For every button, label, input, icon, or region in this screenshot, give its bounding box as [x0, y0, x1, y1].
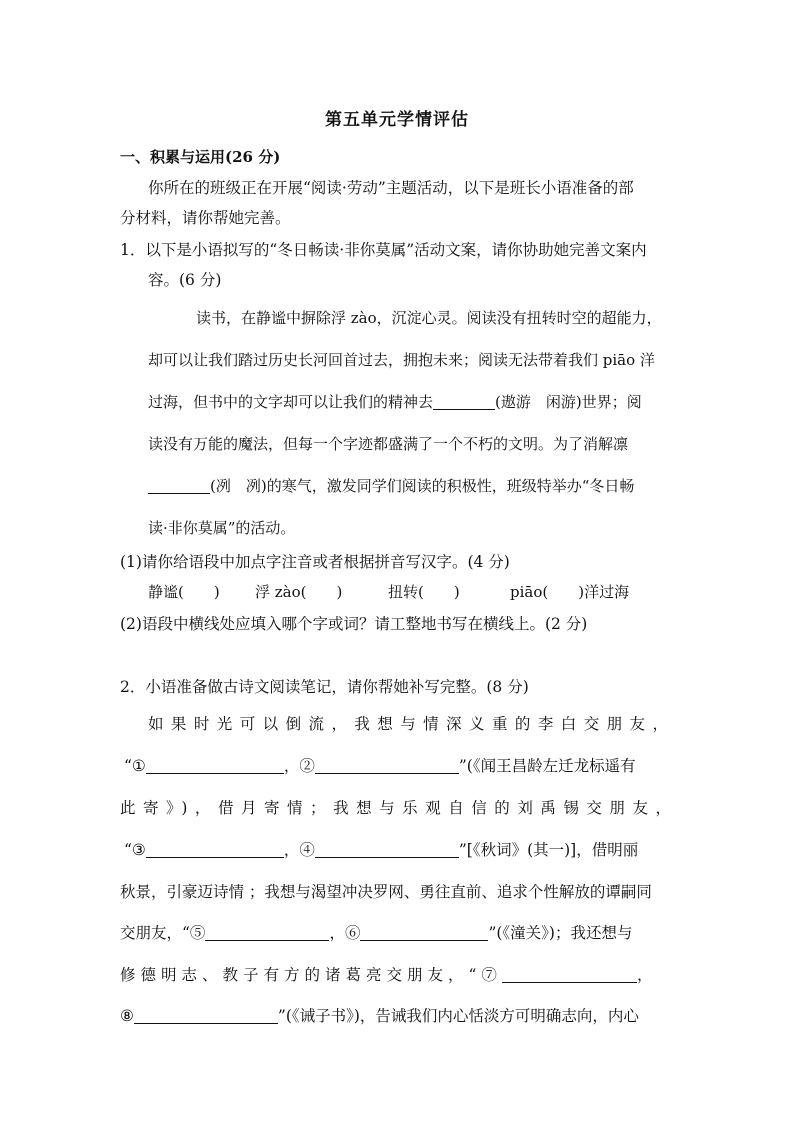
- blank-label-6: ，⑥: [329, 924, 361, 942]
- answer-blank-1[interactable]: [433, 394, 495, 410]
- sub1-item-2: 浮 zào( ): [255, 583, 343, 601]
- sub1-item-1: 静谧( ): [148, 583, 220, 601]
- source-3: ”(《潼关》)；我还想与: [488, 924, 633, 942]
- answer-blank-2[interactable]: [148, 478, 210, 494]
- q2-para-line-4: [124, 838, 638, 860]
- passage-line-3: [148, 391, 642, 412]
- source-1: ”(《闻王昌龄左迁龙标遥有: [458, 757, 636, 775]
- q2-para-line-3: 此寄》)，借月寄情；我想与乐观自信的刘禹锡交朋友，: [120, 799, 674, 817]
- passage-line-5-text: (冽 冽)的寒气，激发同学们阅读的积极性，班级特举办“冬日畅: [210, 477, 635, 495]
- source-2: ”[《秋词》(其一)]，借明丽: [458, 841, 639, 859]
- q2-para-line-5: 秋景，引豪迈诗情 ；我想与渴望冲决罗网、勇往直前、追求个性解放的谭嗣同: [120, 883, 652, 901]
- passage-line-2: 却可以让我们踏过历史长河回首过去，拥抱未来；阅读无法带着我们 piāo 洋: [148, 351, 655, 369]
- blank-label-1: “①: [124, 757, 146, 775]
- answer-blank-poem-3[interactable]: [146, 842, 284, 858]
- answer-blank-poem-6[interactable]: [360, 925, 488, 941]
- blank-label-2: ，②: [283, 757, 315, 775]
- answer-blank-poem-5[interactable]: [205, 925, 329, 941]
- q2-para-line-6: [120, 921, 632, 943]
- blank-label-4: ，④: [283, 841, 315, 859]
- q1-line-2: 容。(6 分): [148, 271, 222, 289]
- answer-blank-poem-8[interactable]: [134, 1008, 278, 1024]
- intro-line-1: 你所在的班级正在开展“阅读·劳动”主题活动，以下是班长小语准备的部: [148, 179, 634, 197]
- q2-para-line-7-text: 修德明志、教子有方的诸葛亮交朋友，“⑦: [120, 966, 502, 984]
- passage-line-3-options: (遨游 闲游)世界；阅: [495, 393, 642, 411]
- section-heading: 一、积累与运用(26 分): [120, 148, 281, 166]
- intro-line-2: 分材料，请你帮她完善。: [120, 209, 291, 227]
- q1-sub-1: (1)请你给语段中加点字注音或者根据拼音写汉字。(4 分): [120, 553, 510, 571]
- passage-line-4: 读没有万能的魔法，但每一个字迹都盛满了一个不朽的文明。为了消解凛: [148, 435, 629, 453]
- q1-line-1: 1．以下是小语拟写的“冬日畅读·非你莫属”活动文案，请你协助她完善文案内: [120, 241, 647, 259]
- passage-line-6: 读·非你莫属”的活动。: [148, 519, 296, 537]
- sub1-item-4: piāo( )洋过海: [510, 583, 630, 601]
- answer-blank-poem-7[interactable]: [502, 967, 637, 983]
- q2-para-line-1: 如果时光可以倒流，我想与情深义重的李白交朋友，: [148, 715, 674, 733]
- answer-blank-poem-2[interactable]: [315, 758, 459, 774]
- q2-line-1: 2．小语准备做古诗文阅读笔记，请你帮她补写完整。(8 分): [120, 678, 529, 696]
- q2-para-line-7: [120, 963, 657, 985]
- page-title: 第五单元学情评估: [325, 110, 469, 130]
- passage-line-5: [148, 475, 634, 496]
- q2-para-line-7-end: ，: [636, 966, 658, 984]
- passage-line-1: 读书，在静谧中摒除浮 zào，沉淀心灵。阅读没有扭转时空的超能力，: [196, 309, 662, 327]
- blank-label-5: 交朋友，“⑤: [120, 924, 206, 942]
- sub1-item-3: 扭转( ): [388, 583, 460, 601]
- q2-para-line-8: [120, 1004, 639, 1026]
- passage-line-3-text: 过海，但书中的文字却可以让我们的精神去: [148, 393, 434, 411]
- q2-para-line-2: [124, 754, 636, 776]
- blank-label-8: ⑧: [120, 1007, 134, 1025]
- blank-label-3: “③: [124, 841, 146, 859]
- source-4: ”(《诫子书》)，告诫我们内心恬淡方可明确志向，内心: [277, 1007, 639, 1025]
- answer-blank-poem-4[interactable]: [315, 842, 459, 858]
- answer-blank-poem-1[interactable]: [146, 758, 284, 774]
- q1-sub-2: (2)语段中横线处应填入哪个字或词？请工整地书写在横线上。(2 分): [120, 615, 588, 633]
